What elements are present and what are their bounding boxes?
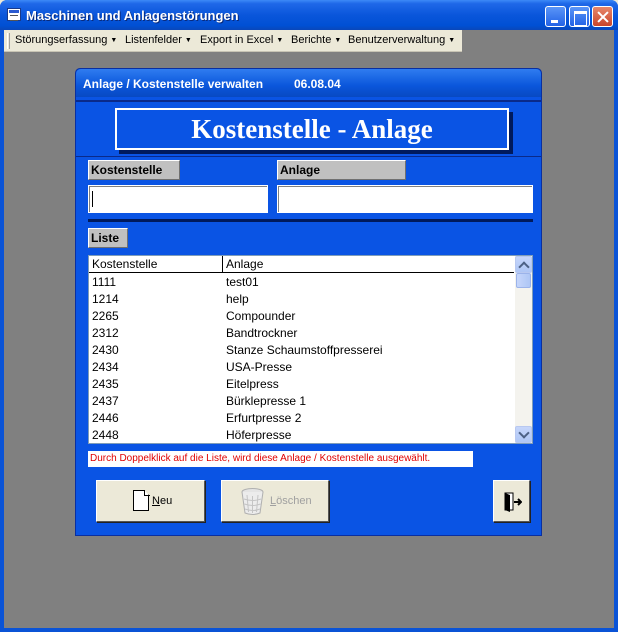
menu-bar	[4, 30, 462, 52]
divider	[88, 219, 533, 222]
exit-button[interactable]	[493, 480, 530, 522]
menu-listenfelder[interactable]	[125, 34, 192, 46]
cell-anlage: Eitelpress	[226, 377, 279, 391]
delete-button[interactable]	[221, 480, 329, 522]
dialog-date: 06.08.04	[294, 77, 341, 91]
scroll-down-button[interactable]	[515, 426, 532, 443]
column-divider	[222, 256, 223, 273]
cell-kostenstelle: 1111	[92, 275, 117, 289]
close-button[interactable]	[592, 6, 613, 27]
cell-kostenstelle: 2446	[92, 411, 119, 425]
list-item[interactable]	[89, 393, 514, 410]
heading-box	[115, 108, 509, 150]
list-item[interactable]	[89, 427, 514, 444]
cell-anlage: Stanze Schaumstoffpresserei	[226, 343, 383, 357]
list-item[interactable]	[89, 308, 514, 325]
cell-kostenstelle: 2448	[92, 428, 119, 442]
menu-stoerungserfassung[interactable]	[15, 34, 117, 46]
trash-bin-icon	[240, 487, 265, 516]
cell-anlage: USA-Presse	[226, 360, 293, 374]
text-caret	[92, 191, 93, 207]
hint-text: Durch Doppelklick auf die Liste, wird diese Anlage / Kostenstelle ausgewählt.	[88, 451, 473, 467]
divider	[76, 156, 541, 157]
dialog-title: Anlage / Kostenstelle verwalten	[83, 77, 264, 91]
page-title: Kostenstelle - Anlage	[191, 114, 433, 144]
menu-label: Listenfelder	[125, 34, 182, 46]
cell-kostenstelle: 2434	[92, 360, 119, 374]
list-item[interactable]	[89, 376, 514, 393]
list-item[interactable]	[89, 410, 514, 427]
menu-grip[interactable]	[7, 33, 10, 49]
scroll-thumb[interactable]	[516, 273, 531, 288]
cell-kostenstelle: 2430	[92, 343, 119, 357]
chevron-down-icon: ▼	[334, 37, 342, 44]
list-item[interactable]	[89, 274, 514, 291]
list-item[interactable]	[89, 325, 514, 342]
menu-berichte[interactable]	[291, 34, 341, 46]
anlage-input[interactable]	[277, 185, 533, 213]
kostenstelle-input[interactable]	[88, 185, 268, 213]
menu-label: Benutzerverwaltung	[348, 34, 446, 46]
scroll-up-button[interactable]	[515, 256, 532, 273]
cell-kostenstelle: 2265	[92, 309, 119, 323]
delete-button-label: Löschen	[270, 495, 312, 507]
cell-kostenstelle: 2312	[92, 326, 119, 340]
list-item[interactable]	[89, 291, 514, 308]
client-area	[4, 30, 614, 628]
cell-anlage: Höferpresse	[226, 428, 292, 442]
cell-anlage: Erfurtpresse 2	[226, 411, 302, 425]
list-rows	[89, 274, 514, 444]
chevron-down-icon: ▼	[110, 37, 118, 44]
document-fold-icon	[144, 490, 150, 496]
kostenstelle-label: Kostenstelle	[88, 160, 180, 180]
list-header	[89, 256, 514, 273]
divider	[76, 100, 541, 102]
menu-label: Störungserfassung	[15, 34, 108, 46]
chevron-down-icon: ▼	[276, 37, 284, 44]
minimize-button[interactable]	[545, 6, 566, 27]
cell-anlage: Compounder	[226, 309, 296, 323]
cell-anlage: Bandtrockner	[226, 326, 298, 340]
menu-export-excel[interactable]	[200, 34, 283, 46]
cell-anlage: Bürklepresse 1	[226, 394, 307, 408]
vertical-scrollbar[interactable]	[515, 256, 532, 443]
new-button[interactable]	[96, 480, 205, 522]
menu-benutzerverwaltung[interactable]	[348, 34, 455, 46]
column-header-kostenstelle[interactable]: Kostenstelle	[92, 257, 158, 271]
list-item[interactable]	[89, 359, 514, 376]
app-icon[interactable]	[7, 8, 21, 21]
title-bar[interactable]	[0, 0, 618, 30]
cell-kostenstelle: 2437	[92, 394, 119, 408]
maximize-button[interactable]	[569, 6, 590, 27]
dialog-title-bar[interactable]	[76, 69, 541, 97]
kostenstelle-dialog	[75, 68, 542, 536]
kostenstelle-list[interactable]	[88, 255, 533, 444]
cell-kostenstelle: 1214	[92, 292, 119, 306]
cell-anlage: test01	[226, 275, 259, 289]
cell-kostenstelle: 2435	[92, 377, 119, 391]
chevron-down-icon: ▼	[184, 37, 192, 44]
list-item[interactable]	[89, 342, 514, 359]
liste-label: Liste	[88, 228, 128, 248]
exit-door-icon	[504, 492, 522, 512]
window-title: Maschinen und Anlagenstörungen	[26, 8, 239, 23]
column-header-anlage[interactable]: Anlage	[226, 257, 264, 271]
new-button-label: Neu	[152, 495, 173, 507]
menu-label: Berichte	[291, 34, 332, 46]
chevron-down-icon: ▼	[448, 37, 456, 44]
anlage-label: Anlage	[277, 160, 406, 180]
cell-anlage: help	[226, 292, 249, 306]
menu-label: Export in Excel	[200, 34, 274, 46]
